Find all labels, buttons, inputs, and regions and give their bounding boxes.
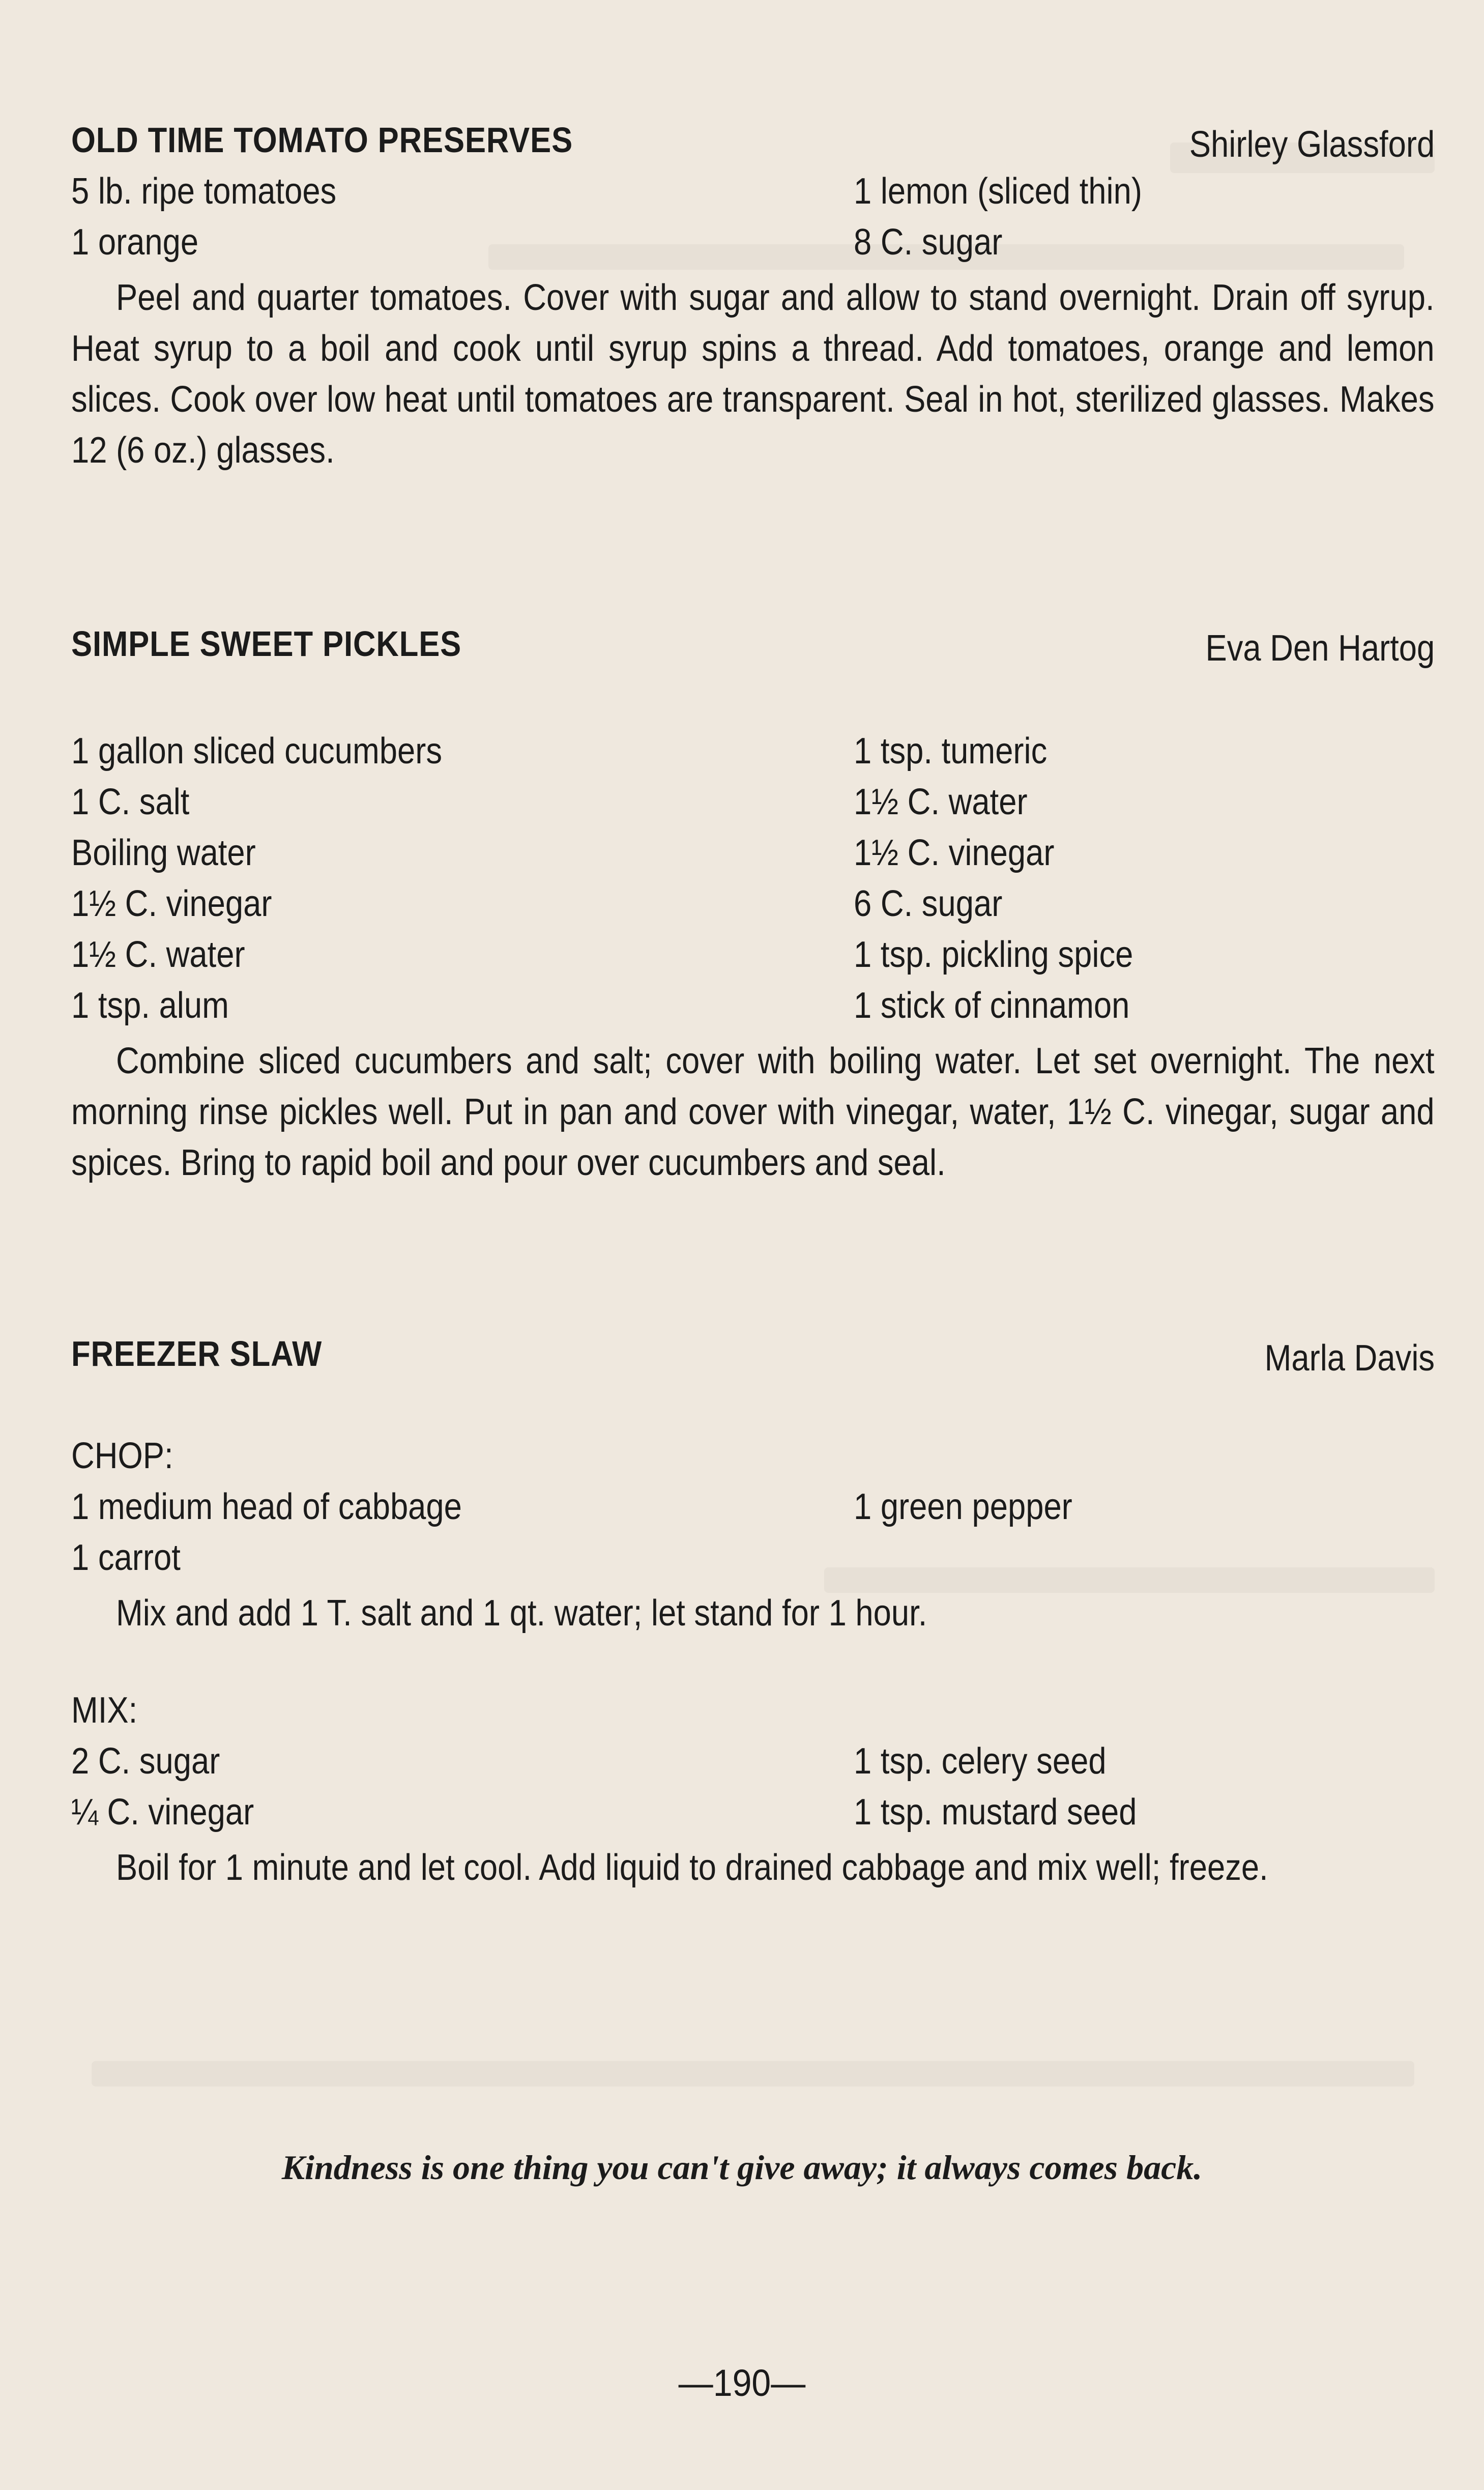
ingredient: 1½ C. vinegar bbox=[71, 883, 272, 924]
ingredient-row bbox=[71, 934, 1435, 985]
recipe-title: SIMPLE SWEET PICKLES bbox=[71, 624, 462, 664]
ingredient: 2 C. sugar bbox=[71, 1741, 220, 1782]
ingredient: 1 tsp. alum bbox=[71, 985, 229, 1026]
ingredient-row bbox=[71, 883, 1435, 934]
ingredient-row bbox=[71, 781, 1435, 832]
ingredient: ¼ C. vinegar bbox=[71, 1792, 254, 1833]
page-number: —190— bbox=[678, 2362, 806, 2404]
ingredient: 1 carrot bbox=[71, 1537, 181, 1578]
recipe-method: Combine sliced cucumbers and salt; cover with boiling water. Let set overnight. The next morning rinse pickles well. Put in pan and cover with vinegar, water, 1½ C. vinegar, sugar and spices. Bring to rapid boil and pour over cucumbers and seal. bbox=[71, 1041, 1435, 1183]
ingredient: 1½ C. water bbox=[854, 782, 1028, 822]
chop-method: Mix and add 1 T. salt and 1 qt. water; let stand for 1 hour. bbox=[116, 1593, 927, 1634]
ingredient-row bbox=[71, 221, 1435, 272]
ingredient: Boiling water bbox=[71, 833, 256, 873]
recipe-author: Eva Den Hartog bbox=[1205, 628, 1435, 669]
recipe-method: Peel and quarter tomatoes. Cover with sugar and allow to stand overnight. Drain off syrup. Heat syrup to a boil and cook until syrup spins a thread. Add tomatoes, orange and lemon slices. Cook over low heat until tomatoes are transparent. Seal in hot, sterilized glasses. Makes 12 (6 oz.) glasses. bbox=[71, 277, 1435, 471]
recipe-tomato-preserves bbox=[71, 120, 1435, 476]
section-label-row bbox=[71, 1690, 1435, 1740]
mix-ingredient-list bbox=[71, 1740, 1435, 1842]
chop-ingredient-list bbox=[71, 1486, 1435, 1588]
ingredient: 1 stick of cinnamon bbox=[854, 985, 1130, 1026]
ingredient: 1 green pepper bbox=[854, 1486, 1072, 1527]
ingredient-row bbox=[71, 1537, 1435, 1588]
recipe-sweet-pickles bbox=[71, 623, 1435, 1188]
ingredient: 1 tsp. pickling spice bbox=[854, 934, 1133, 975]
ingredient-row bbox=[71, 1740, 1435, 1791]
ingredient: 1 tsp. celery seed bbox=[854, 1741, 1107, 1782]
ingredient: 1 tsp. tumeric bbox=[854, 731, 1047, 771]
ingredient: 1 gallon sliced cucumbers bbox=[71, 731, 443, 771]
bleed-through-mark bbox=[92, 2061, 1414, 2086]
ingredient: 1 medium head of cabbage bbox=[71, 1486, 462, 1527]
recipe-author: Shirley Glassford bbox=[1189, 124, 1435, 165]
ingredient: 1 tsp. mustard seed bbox=[854, 1792, 1137, 1833]
ingredient-row bbox=[71, 170, 1435, 221]
ingredient: 1½ C. water bbox=[71, 934, 245, 975]
chop-label: CHOP: bbox=[71, 1436, 173, 1476]
ingredient: 1½ C. vinegar bbox=[854, 833, 1055, 873]
mix-label: MIX: bbox=[71, 1690, 138, 1731]
ingredient: 6 C. sugar bbox=[854, 883, 1003, 924]
recipe-author: Marla Davis bbox=[1264, 1338, 1435, 1379]
ingredient-row bbox=[71, 730, 1435, 781]
ingredient-row bbox=[71, 1791, 1435, 1842]
ingredient-list bbox=[71, 730, 1435, 1036]
section-label-row bbox=[71, 1435, 1435, 1486]
ingredient: 1 orange bbox=[71, 222, 199, 263]
ingredient-row bbox=[71, 985, 1435, 1036]
ingredient-row bbox=[71, 1486, 1435, 1537]
ingredient-list bbox=[71, 170, 1435, 272]
closing-quote: Kindness is one thing you can't give away; it always comes back. bbox=[281, 2148, 1203, 2187]
mix-method: Boil for 1 minute and let cool. Add liquid to drained cabbage and mix well; freeze. bbox=[116, 1847, 1268, 1888]
ingredient: 8 C. sugar bbox=[854, 222, 1003, 263]
ingredient-row bbox=[71, 832, 1435, 883]
recipe-title: OLD TIME TOMATO PRESERVES bbox=[71, 120, 573, 160]
ingredient: 1 lemon (sliced thin) bbox=[854, 171, 1142, 212]
recipe-title: FREEZER SLAW bbox=[71, 1334, 323, 1373]
ingredient: 1 C. salt bbox=[71, 782, 190, 822]
ingredient: 5 lb. ripe tomatoes bbox=[71, 171, 337, 212]
recipe-freezer-slaw bbox=[71, 1333, 1435, 1893]
